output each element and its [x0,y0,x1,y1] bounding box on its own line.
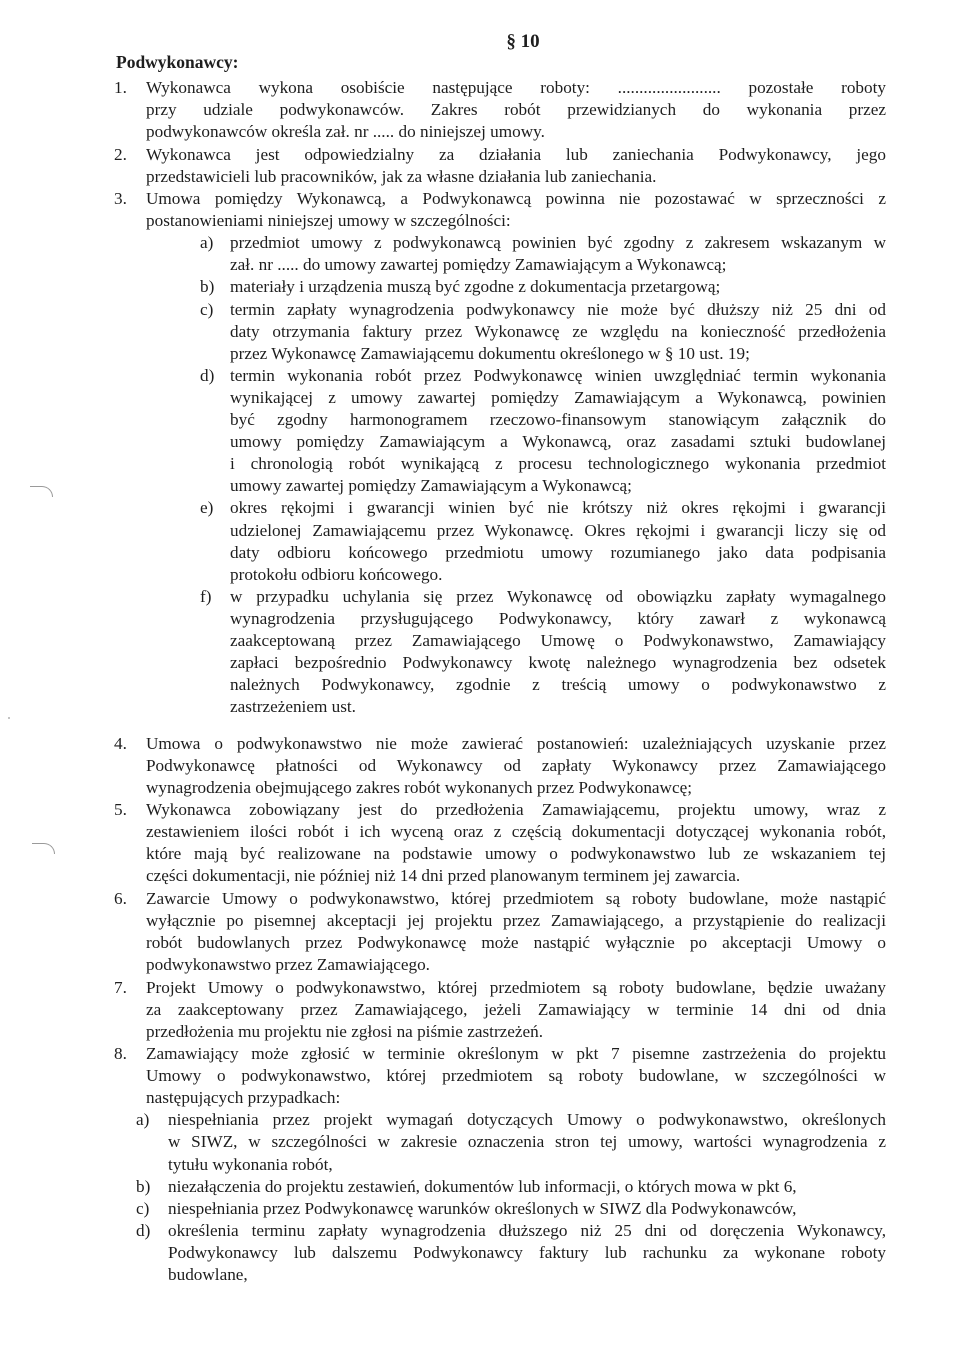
list-number: 4. [114,734,127,753]
sub-item-marker: b) [200,277,215,297]
paragraph-item8-line: następujących przypadkach: [146,1088,341,1108]
scan-artifact-left-2 [32,843,55,854]
sub-item-line: określenia terminu zapłaty wynagrodzenia dłuższego niż 25 dni od doręczenia Wykonawcy, [168,1220,886,1240]
sub-item-line: niezałączenia do projektu zestawień, dokumentów lub informacji, o których mowa w pkt 6, [168,1176,797,1196]
sub-item-line: być zgodny harmonogramem rzeczowo-finansowym stanowiącym załącznik do [230,410,886,429]
paragraph-item1-line: przy udziale podwykonawców. Zakres robót przewidzianych do wykonania przez [146,100,886,120]
sub-item-line: budowlane, [168,1265,248,1284]
paragraph-item2-line: Wykonawca jest odpowiedzialny za działania lub zaniechania Podwykonawcy, jego [146,145,886,164]
scan-artifact-dot [8,717,10,719]
sub-item-line: Podwykonawcy lub dalszemu Podwykonawcy faktury lub rachunku za wykonane roboty [168,1242,886,1262]
sub-item-line: wynagrodzenia przysługującego Podwykonawcy, który zawarł z wykonawcą [230,608,886,628]
list-number: 2. [114,145,127,164]
sub-item-marker: f) [200,586,212,606]
sub-item-line: daty odbioru końcowego przedmiotu umowy rozumianego jako data podpisania [230,542,886,562]
paragraph-item7-line: Projekt Umowy o podwykonawstwo, której przedmiotem są roboty budowlane, będzie uważany [146,978,886,997]
sub-item-line: udzielonej Zamawiającemu przez Wykonawcę. Okres rękojmi i gwarancji liczy się od [230,520,886,540]
sub-item-line: daty otrzymania faktury przez Wykonawcę ze względu na konieczność przedłożenia [230,321,886,341]
paragraph-item6-line: wyłącznie po pisemnej akceptacji jej projektu przez Zamawiającego, a przystąpienie do realizacji [146,911,886,931]
sub-item-line: zaakceptowaną przez Zamawiającego Umowę o Podwykonawstwo, Zamawiający [230,631,886,650]
paragraph-item4-line: wynagrodzenia obejmującego zakres robót wykonanych przez Podwykonawcę; [146,778,692,798]
sub-item-line: termin zapłaty wynagrodzenia podwykonawcy nie może być dłuższy niż 25 dni od [230,299,886,319]
sub-item-line: termin wykonania robót przez Podwykonawcę winien uwzględniać termin wykonania [230,365,886,385]
paragraph-item5-line: zestawieniem ilości robót i ich wyceną oraz z częścią dokumentacji dotyczącej wykonania robót, [146,822,886,842]
sub-item-line: zapłaci bezpośrednio Podwykonawcy kwotę należnego wynagrodzenia bez odsetek [230,653,886,673]
sub-item-line: okres rękojmi i gwarancji winien być nie krótszy niż okres rękojmi i gwarancji [230,498,886,518]
list-number: 3. [114,189,127,208]
sub-item-line: tytułu wykonania robót, [168,1154,333,1174]
paragraph-item6-line: podwykonawstwo przez Zamawiającego. [146,955,430,975]
list-number: 8. [114,1044,127,1063]
paragraph-item7-line: za zaakceptowany przez Zamawiającego, jeżeli Zamawiający w terminie 14 dni od dnia [146,1000,886,1020]
sub-item-line: umowy zawartej pomiędzy Zamawiającym a Wykonawcą; [230,476,632,496]
sub-item-line: w przypadku uchylania się przez Wykonawcę od obowiązku zapłaty wymagalnego [230,586,886,606]
list-number: 1. [114,78,127,97]
paragraph-item8-line: Umowy o podwykonawstwo, której przedmiotem są roboty budowlane, w szczególności w [146,1066,886,1086]
paragraph-item2-line: przedstawicieli lub pracowników, jak za własne działania lub zaniechania. [146,167,657,187]
sub-item-line: zastrzeżeniem ust. [230,697,356,717]
sub-item-line: umowy pomiędzy Zamawiającym a Wykonawcą, oraz zasadami sztuki budowlanej [230,432,886,452]
paragraph-item6-line: robót budowlanych przez Podwykonawcę może nastąpić wyłącznie po akceptacji Umowy o [146,933,886,953]
section-number: § 10 [506,31,540,52]
sub-item-marker: c) [200,299,214,319]
paragraph-item1-line: Wykonawca wykona osobiście następujące roboty: ........................ pozostałe roboty [146,78,886,97]
sub-item-line: niespełniania przez Podwykonawcę warunków określonych w SIWZ dla Podwykonawców, [168,1198,797,1218]
paragraph-item5-line: które mają być realizowane na podstawie umowy o podwykonawstwo lub ze wskazaniem tej [146,844,886,864]
list-number: 7. [114,978,127,997]
sub-item-marker: d) [200,365,215,385]
paragraph-item7-line: przedłożenia mu projektu nie zgłosi na piśmie zastrzeżeń. [146,1022,544,1042]
sub-item-marker: b) [136,1176,151,1196]
sub-item-marker: a) [200,233,214,253]
list-number: 6. [114,889,127,908]
sub-item-line: przez Wykonawcę Zamawiającemu dokumentu określonego w § 10 ust. 19; [230,343,750,363]
paragraph-item3-line: postanowieniami niniejszej umowy w szczególności: [146,211,511,231]
sub-item-marker: c) [136,1198,150,1218]
sub-item-marker: d) [136,1220,151,1240]
paragraph-item1-line: podwykonawców określa zał. nr ..... do niniejszej umowy. [146,122,545,142]
sub-item-line: materiały i urządzenia muszą być zgodne z dokumentacja przetargową; [230,277,721,297]
sub-item-line: wynikającej z umowy zawartej pomiędzy Zamawiającym a Wykonawcą, powinien [230,387,886,407]
paragraph-item6-line: Zawarcie Umowy o podwykonawstwo, której przedmiotem są roboty budowlane, może nastąpić [146,889,886,908]
paragraph-item5-line: części dokumentacji, nie później niż 14 dni przed planowanym terminem jej zawarcia. [146,866,741,886]
sub-item-line: zał. nr ..... do umowy zawartej pomiędzy Zamawiającym a Wykonawcą; [230,255,727,275]
section-heading: Podwykonawcy: [116,52,239,72]
sub-item-line: protokołu odbioru końcowego. [230,564,443,584]
sub-item-marker: e) [200,498,214,518]
sub-item-line: i chronologią robót wynikającą z procesu technologicznego wykonania przedmiot [230,454,886,474]
sub-item-line: należnych Podwykonawcy, zgodnie z treścią umowy o podwykonawstwo z [230,675,886,695]
paragraph-item3-line: Umowa pomiędzy Wykonawcą, a Podwykonawcą powinna nie pozostawać w sprzeczności z [146,189,886,208]
sub-item-line: w SIWZ, w szczególności w zakresie oznaczenia stron tej umowy, wartości wynagrodzenia z [168,1132,886,1152]
paragraph-item4-line: Podwykonawcę płatności od Wykonawcy od zapłaty Wykonawcy przez Zamawiającego [146,756,886,776]
sub-item-line: niespełniania przez projekt wymagań dotyczących Umowy o podwykonawstwo, określonych [168,1110,886,1130]
paragraph-item4-line: Umowa o podwykonawstwo nie może zawierać postanowień: uzależniających uzyskanie przez [146,734,886,753]
list-number: 5. [114,800,127,819]
scan-artifact-left-1 [30,486,53,497]
sub-item-line: przedmiot umowy z podwykonawcą powinien być zgodny z zakresem wskazanym w [230,233,886,253]
paragraph-item8-line: Zamawiający może zgłosić w terminie określonym w pkt 7 pisemne zastrzeżenia do projektu [146,1044,886,1063]
sub-item-marker: a) [136,1110,150,1130]
paragraph-item5-line: Wykonawca zobowiązany jest do przedłożenia Zamawiającemu, projektu umowy, wraz z [146,800,886,819]
